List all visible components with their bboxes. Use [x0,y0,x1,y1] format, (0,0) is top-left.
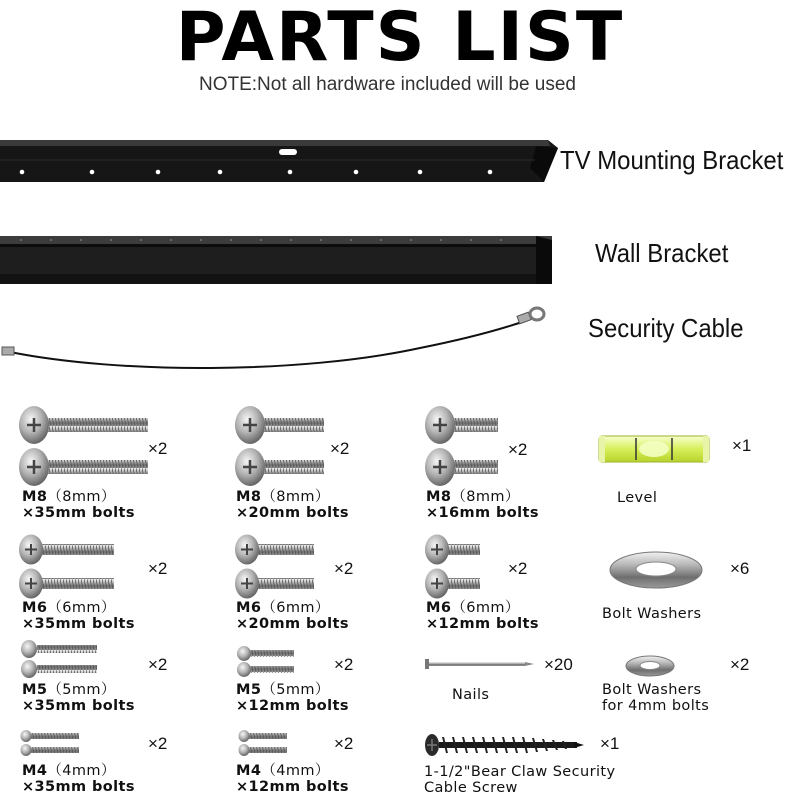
bolt-mm: （5mm） [261,682,330,698]
bolt-image [236,646,298,682]
security-cable-image [0,300,560,380]
bolt-mm: （8mm） [451,489,520,505]
bolt-mm: （8mm） [261,489,330,505]
bolt-mm: （8mm） [47,489,116,505]
bolt-size: M8 [22,489,48,505]
bolt-size: M8 [236,489,262,505]
bolt-size: M5 [22,682,48,698]
quantity-label: ×20 [544,655,573,674]
bolt-image [234,535,318,601]
bolt-size: M6 [426,600,452,616]
security-cable-label: Security Cable [588,313,744,343]
bolt-length: ×35mm bolts [22,698,135,714]
page-title: PARTS LIST [175,0,625,77]
bolt-image [20,730,82,758]
nails-label: Nails [452,687,490,703]
bolt-image [422,406,502,486]
wall-bracket-image [0,234,556,286]
bolt-length: ×20mm bolts [236,505,349,521]
bolt-image [238,730,290,758]
quantity-label: ×2 [334,655,354,674]
screw-label-line-1: 1-1/2"Bear Claw Security [424,764,616,780]
washer-image [608,550,704,590]
bolt-image [20,640,100,682]
small-washer-image [624,654,676,678]
quantity-label: ×2 [148,559,168,578]
bolt-caption [236,682,349,714]
bolt-caption [426,600,539,632]
bolt-image [424,535,484,601]
screw-label [424,764,615,796]
bolt-caption [426,489,539,521]
bolt-length: ×20mm bolts [236,616,349,632]
bolt-caption [22,682,135,714]
small-washer-label-line-2: for 4mm bolts [602,698,710,714]
bolt-mm: （6mm） [451,600,520,616]
quantity-label: ×2 [334,559,354,578]
screw-label-line-2: Cable Screw [424,780,518,796]
note-text: NOTE:Not all hardware included will be used [198,74,576,95]
tv-mounting-bracket-image [0,138,560,184]
bolt-size: M4 [236,763,262,779]
bolt-length: ×16mm bolts [426,505,539,521]
quantity-label: ×2 [330,439,350,458]
bolt-mm: （6mm） [47,600,116,616]
level-image [598,434,710,464]
wall-bracket-label: Wall Bracket [595,238,729,268]
quantity-label: ×2 [334,734,354,753]
bolt-length: ×12mm bolts [236,779,349,795]
washer-label: Bolt Washers [602,606,702,622]
tv-mounting-bracket-label: TV Mounting Bracket [560,145,784,175]
bolt-image [18,535,118,601]
level-label: Level [617,490,658,506]
bolt-length: ×35mm bolts [22,779,135,795]
bolt-length: ×35mm bolts [22,505,135,521]
quantity-label: ×6 [730,559,750,578]
bolt-size: M5 [236,682,262,698]
quantity-label: ×1 [600,734,620,753]
bolt-length: ×12mm bolts [236,698,349,714]
bolt-image [232,406,332,486]
bolt-caption [236,600,349,632]
bolt-mm: （5mm） [47,682,116,698]
quantity-label: ×1 [732,436,752,455]
quantity-label: ×2 [148,734,168,753]
bolt-length: ×35mm bolts [22,616,135,632]
bolt-caption [22,763,135,795]
quantity-label: ×2 [730,655,750,674]
bolt-image [16,406,152,486]
bolt-mm: （4mm） [261,763,330,779]
quantity-label: ×2 [508,440,528,459]
bolt-caption [236,489,349,521]
bolt-size: M6 [22,600,48,616]
small-washer-label-line-1: Bolt Washers [602,682,702,698]
bolt-size: M8 [426,489,452,505]
screw-image [424,733,588,759]
nail-image [424,657,536,671]
small-washer-label [602,682,709,714]
quantity-label: ×2 [508,559,528,578]
bolt-size: M4 [22,763,48,779]
quantity-label: ×2 [148,439,168,458]
bolt-mm: （4mm） [47,763,116,779]
bolt-caption [22,600,135,632]
bolt-size: M6 [236,600,262,616]
bolt-length: ×12mm bolts [426,616,539,632]
bolt-mm: （6mm） [261,600,330,616]
bolt-caption [22,489,135,521]
quantity-label: ×2 [148,655,168,674]
bolt-caption [236,763,349,795]
